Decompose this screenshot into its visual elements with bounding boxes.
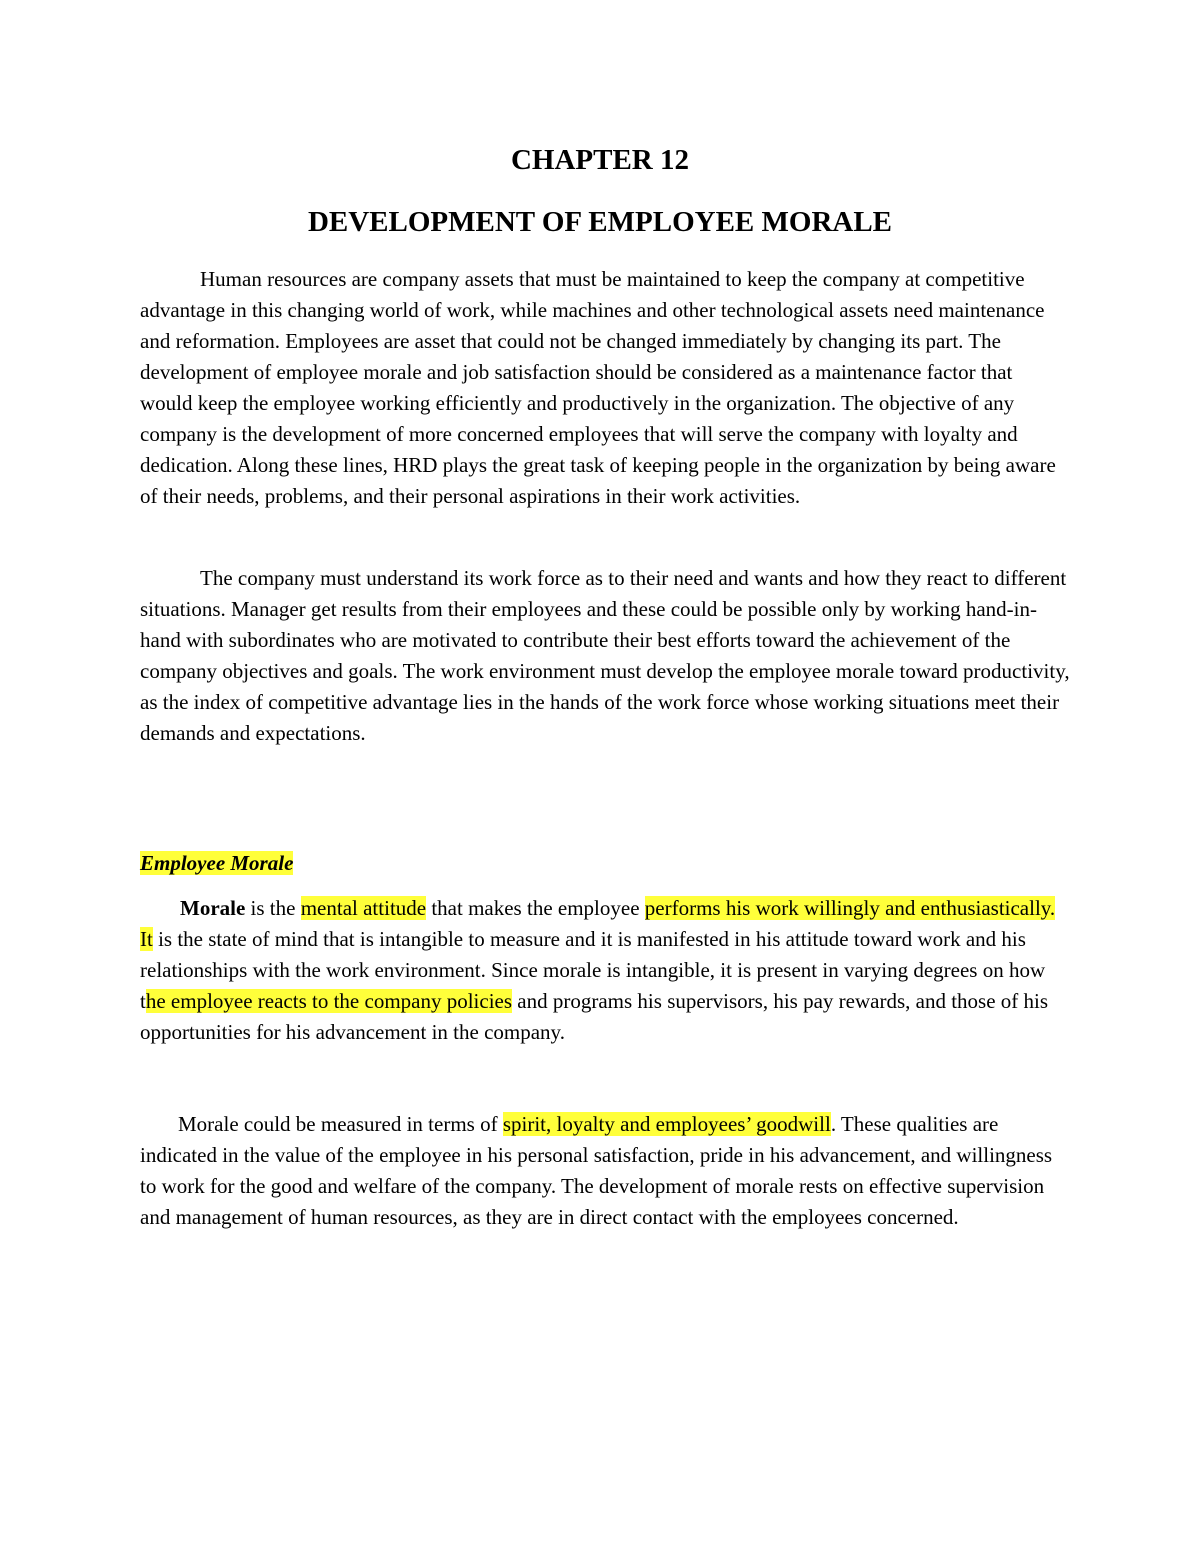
chapter-label: CHAPTER 12 xyxy=(510,144,690,176)
morale-term: Morale xyxy=(180,896,246,920)
intro-paragraph-1: Human resources are company assets that must be maintained to keep the company at competitive advantage in this changing world of work, while machines and other technological assets need maintenance and reformation. Employees are asset that could not be changed immediately by changing its part. The development of employee morale and job satisfaction should be considered as a maintenance factor that would keep the employee working efficiently and productively in the organization. The objective of any company is the development of more concerned employees that will serve the company with loyalty and dedication. Along these lines, HRD plays the great task of keeping people in the organization by being aware of their needs, problems, and their personal aspirations in their work activities. xyxy=(140,267,1056,508)
highlight-company-policies: he employee reacts to the company policies xyxy=(145,989,513,1013)
measure-text-1: Morale could be measured in terms of xyxy=(178,1112,503,1136)
section-heading xyxy=(140,848,293,879)
morale-text-4: and programs his supervisors, his pay rewards, and those of his opportunities for his advancement in the company. xyxy=(140,989,1049,1044)
highlight-spirit-loyalty: spirit, loyalty and employees’ goodwill xyxy=(502,1112,831,1136)
morale-text-2: that makes the employee xyxy=(426,896,645,920)
measure-text-2: . These qualities are indicated in the value of the employee in his personal satisfaction, pride in his advancement, and willingness to work for the good and welfare of the company. The development of morale rests on effective supervision and management of human resources, as they are in direct contact with the employees concerned. xyxy=(140,1112,1053,1229)
morale-text-1: is the xyxy=(245,896,301,920)
section-heading-text: Employee Morale xyxy=(140,851,294,875)
highlight-performs-work: performs his work willingly and enthusiastically. It xyxy=(140,896,1056,951)
highlight-mental-attitude: mental attitude xyxy=(300,896,427,920)
morale-paragraph xyxy=(140,893,1070,1048)
measure-paragraph xyxy=(140,1109,1070,1233)
intro-paragraph-2: The company must understand its work force as to their need and wants and how they react to different situations. Manager get results from their employees and these could be possible only by working hand-in-hand with subordinates who are motivated to contribute their best efforts toward the achievement of the company objectives and goals. The work environment must develop the employee morale toward productivity, as the index of competitive advantage lies in the hands of the work force whose working situations meet their demands and expectations. xyxy=(140,566,1070,745)
morale-text-3: is the state of mind that is intangible to measure and it is manifested in his attitude toward work and his relationships with the work environment. Since morale is intangible, it is present in varying degrees on how t xyxy=(140,927,1046,1013)
page-title: DEVELOPMENT OF EMPLOYEE MORALE xyxy=(307,206,893,238)
